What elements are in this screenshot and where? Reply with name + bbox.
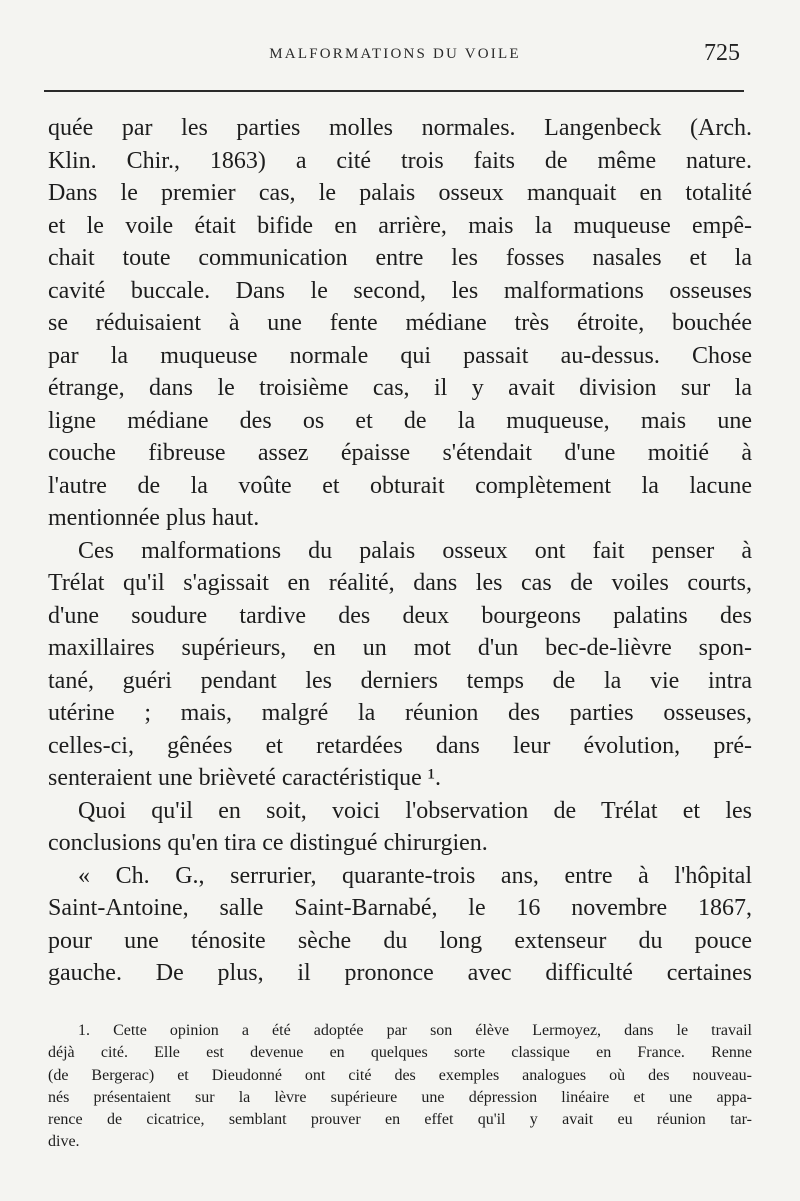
text-line: Quoi qu'il en soit, voici l'observation de Trélat et les xyxy=(78,797,752,824)
running-title: MALFORMATIONS DU VOILE xyxy=(269,46,521,62)
header-rule xyxy=(44,90,744,92)
text-line: cavité buccale. Dans le second, les malformations osseuses xyxy=(48,277,752,304)
footnote-line: déjà cité. Elle est devenue en quelques sorte classique en France. Renne xyxy=(48,1044,752,1062)
body-text xyxy=(48,112,752,990)
text-line: ligne médiane des os et de la muqueuse, mais une xyxy=(48,407,752,434)
text-line: tané, guéri pendant les derniers temps de la vie intra xyxy=(48,667,752,694)
text-line: Dans le premier cas, le palais osseux manquait en totalité xyxy=(48,180,752,206)
text-line: et le voile était bifide en arrière, mais la muqueuse empê- xyxy=(48,212,752,239)
text-line: couche fibreuse assez épaisse s'étendait d'une moitié à xyxy=(48,440,752,466)
text-line: Klin. Chir., 1863) a cité trois faits de même nature. xyxy=(48,147,752,174)
text-line: d'une soudure tardive des deux bourgeons palatins des xyxy=(48,602,752,629)
text-line: « Ch. G., serrurier, quarante-trois ans, entre à l'hôpital xyxy=(78,862,752,889)
page-number: 725 xyxy=(704,40,740,66)
text-line: pour une ténosite sèche du long extenseur du pouce xyxy=(48,927,752,954)
text-line: par la muqueuse normale qui passait au-dessus. Chose xyxy=(48,342,752,369)
text-line: Ces malformations du palais osseux ont fait penser à xyxy=(78,537,752,564)
page-header xyxy=(48,38,742,78)
text-line: étrange, dans le troisième cas, il y avait division sur la xyxy=(48,375,752,401)
text-line: gauche. De plus, il prononce avec difficulté certaines xyxy=(48,960,752,986)
text-line: chait toute communication entre les fosses nasales et la xyxy=(48,245,752,271)
text-line: Trélat qu'il s'agissait en réalité, dans les cas de voiles courts, xyxy=(48,570,752,596)
footnote-line: rence de cicatrice, semblant prouver en effet qu'il y avait eu réunion tar- xyxy=(48,1111,752,1129)
text-line: mentionnée plus haut. xyxy=(48,505,260,531)
text-line: celles-ci, gênées et retardées dans leur évolution, pré- xyxy=(48,732,752,759)
text-line: se réduisaient à une fente médiane très étroite, bouchée xyxy=(48,310,752,336)
text-line: utérine ; mais, malgré la réunion des parties osseuses, xyxy=(48,700,752,726)
footnote-line: (de Bergerac) et Dieudonné ont cité des exemples analogues où des nouveau- xyxy=(48,1066,752,1084)
text-line: conclusions qu'en tira ce distingué chirurgien. xyxy=(48,830,488,856)
text-line: senteraient une brièveté caractéristique ¹. xyxy=(48,765,441,791)
footnote-line: dive. xyxy=(48,1133,80,1151)
text-line: Saint-Antoine, salle Saint-Barnabé, le 16 novembre 1867, xyxy=(48,895,752,921)
footnotes xyxy=(48,1020,752,1154)
footnote-line: nés présentaient sur la lèvre supérieure une dépression linéaire et une appa- xyxy=(48,1088,752,1106)
text-line: maxillaires supérieurs, en un mot d'un bec-de-lièvre spon- xyxy=(48,635,752,661)
footnote-line: 1. Cette opinion a été adoptée par son élève Lermoyez, dans le travail xyxy=(78,1022,752,1039)
text-line: l'autre de la voûte et obturait complètement la lacune xyxy=(48,472,752,499)
text-line: quée par les parties molles normales. Langenbeck (Arch. xyxy=(48,115,752,141)
